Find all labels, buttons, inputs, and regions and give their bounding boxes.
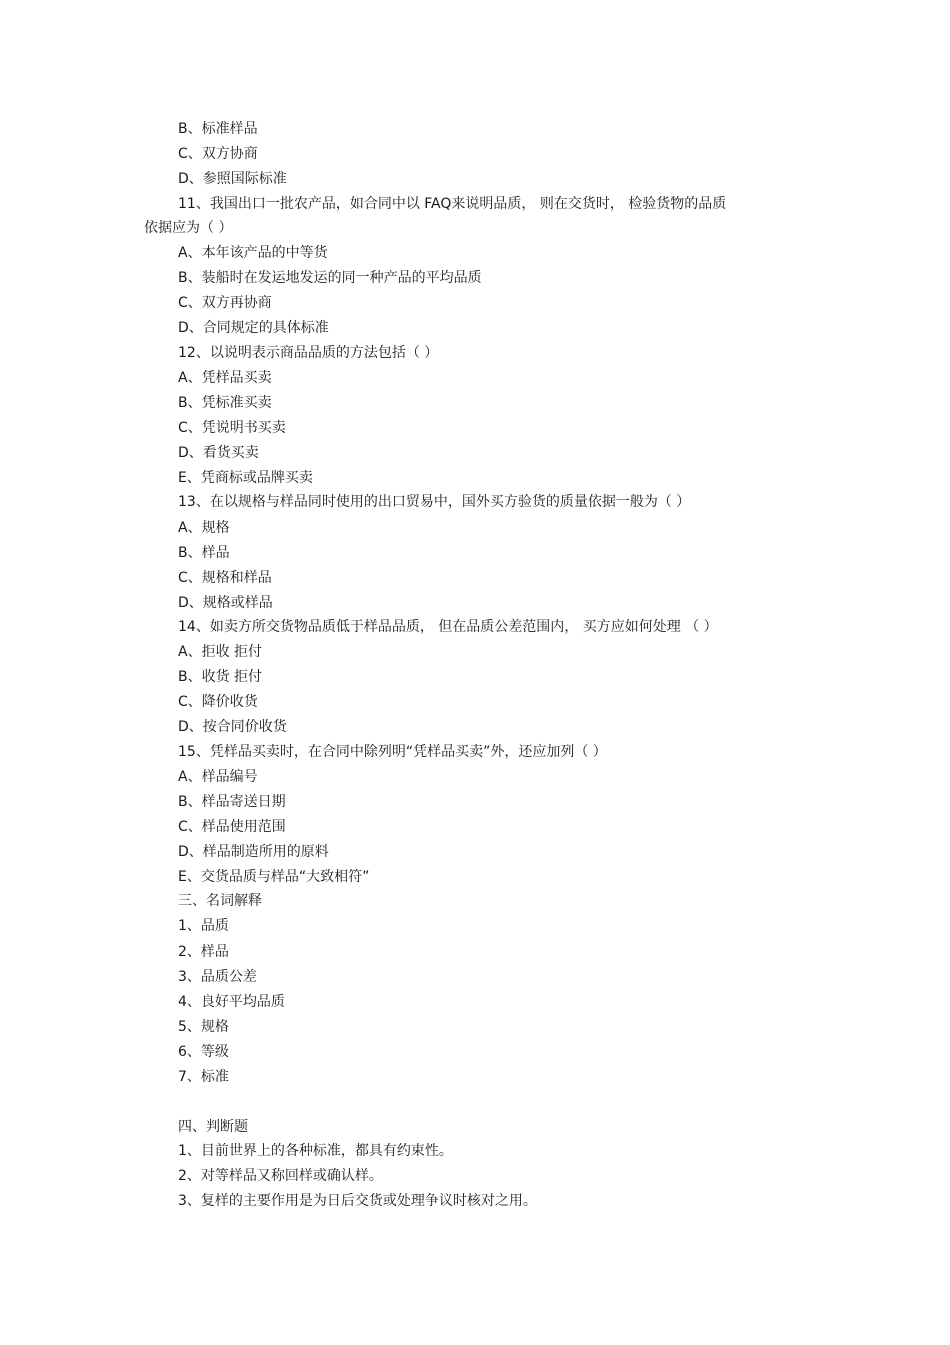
term-item: 6、等级 [178, 1044, 229, 1060]
term-item: 1、品质 [178, 918, 229, 934]
term-item: 4、良好平均品质 [178, 994, 285, 1010]
option-line: B、装船时在发运地发运的同一种产品的平均品质 [178, 270, 482, 286]
option-line: C、降价收货 [178, 694, 258, 710]
statement-item: 2、对等样品又称回样或确认样。 [178, 1168, 383, 1184]
option-line: C、样品使用范围 [178, 819, 286, 835]
option-line: D、规格或样品 [178, 595, 273, 611]
question-line: 13、在以规格与样品同时使用的出口贸易中，国外买方验货的质量依据一般为（ ） [178, 494, 691, 510]
term-item: 2、样品 [178, 944, 229, 960]
option-line: A、本年该产品的中等货 [178, 245, 328, 261]
option-line: D、参照国际标准 [178, 171, 287, 187]
option-line: E、交货品质与样品“大致相符” [178, 869, 370, 885]
option-line: B、凭标准买卖 [178, 395, 272, 411]
term-item: 3、品质公差 [178, 969, 257, 985]
question-line: 11、我国出口一批农产品，如合同中以 FAQ来说明品质， 则在交货时， 检验货物的品质 [178, 196, 727, 212]
option-line: A、拒收 拒付 [178, 644, 263, 660]
option-line: A、规格 [178, 520, 230, 536]
option-line: E、凭商标或品牌买卖 [178, 470, 313, 486]
question-continuation: 依据应为（ ） [144, 220, 233, 236]
term-item: 7、标准 [178, 1069, 229, 1085]
question-line: 15、凭样品买卖时，在合同中除列明“凭样品买卖”外，还应加列（ ） [178, 744, 607, 760]
statement-item: 3、复样的主要作用是为日后交货或处理争议时核对之用。 [178, 1193, 537, 1209]
option-line: B、收货 拒付 [178, 669, 263, 685]
statement-item: 1、目前世界上的各种标准，都具有约束性。 [178, 1143, 453, 1159]
option-line: B、样品寄送日期 [178, 794, 286, 810]
option-line: D、合同规定的具体标准 [178, 320, 329, 336]
option-line: B、样品 [178, 545, 230, 561]
option-line: A、样品编号 [178, 769, 258, 785]
option-line: B、标准样品 [178, 121, 258, 137]
option-line: A、凭样品买卖 [178, 370, 272, 386]
section-heading: 三、名词解释 [178, 893, 262, 909]
question-line: 14、如卖方所交货物品质低于样品品质， 但在品质公差范围内， 买方应如何处理 （ ） [178, 619, 718, 635]
term-item: 5、规格 [178, 1019, 229, 1035]
section-heading: 四、判断题 [178, 1119, 248, 1135]
option-line: D、看货买卖 [178, 445, 259, 461]
option-line: C、双方协商 [178, 146, 258, 162]
option-line: C、规格和样品 [178, 570, 272, 586]
option-line: C、凭说明书买卖 [178, 420, 286, 436]
question-line: 12、以说明表示商品品质的方法包括（ ） [178, 345, 439, 361]
option-line: C、双方再协商 [178, 295, 272, 311]
option-line: D、样品制造所用的原料 [178, 844, 329, 860]
option-line: D、按合同价收货 [178, 719, 287, 735]
